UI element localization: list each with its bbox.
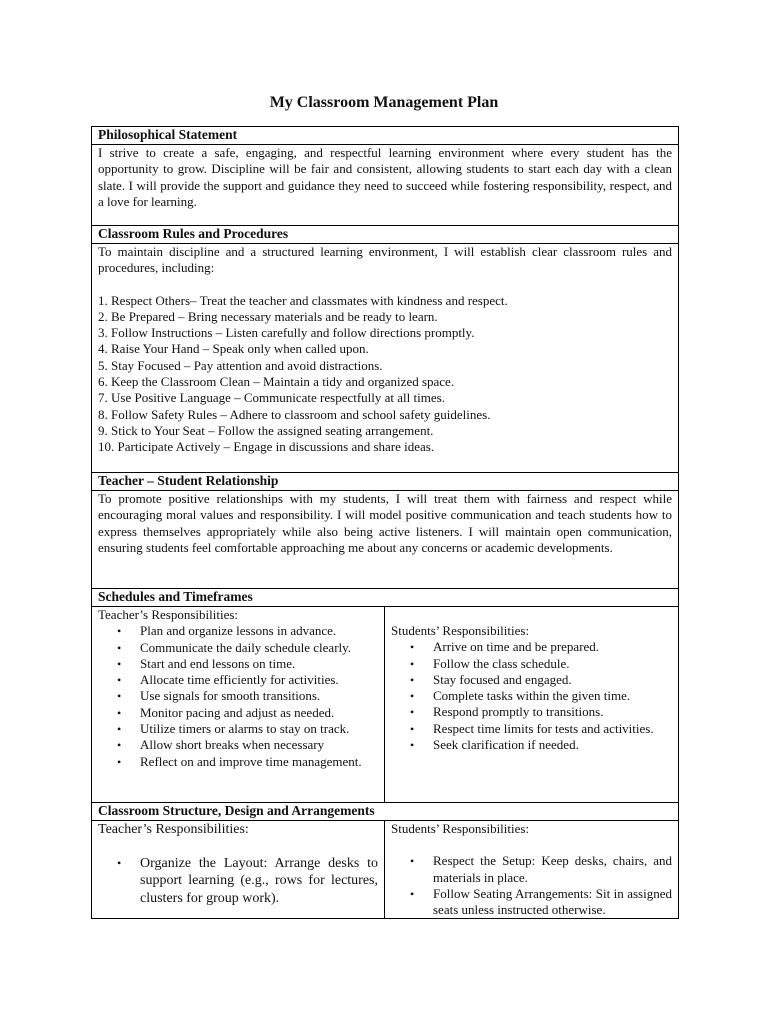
section-heading-philosophy: Philosophical Statement	[92, 127, 679, 145]
rules-intro: To maintain discipline and a structured learning environment, I will establish clear classroom rules and procedures, including:	[98, 244, 673, 276]
section-heading-rules: Classroom Rules and Procedures	[92, 226, 679, 244]
teacher-responsibilities-label: Teacher’s Responsibilities:	[98, 607, 239, 622]
list-item: • Organize the Layout: Arrange desks to support learning (e.g., rows for lectures, clusters for group work).	[117, 855, 378, 906]
bullet-icon: •	[410, 854, 415, 869]
student-responsibilities-label: Students’ Responsibilities:	[391, 821, 530, 836]
bullet-icon: •	[117, 738, 122, 753]
list-item: 5. Stay Focused – Pay attention and avoid distractions.	[98, 357, 383, 373]
list-item: • Utilize timers or alarms to stay on track.	[117, 721, 350, 737]
list-item: • Communicate the daily schedule clearly.	[117, 639, 352, 655]
page-title: My Classroom Management Plan	[269, 94, 499, 111]
list-item: • Respect the Setup: Keep desks, chairs, and materials in place.	[410, 853, 673, 885]
list-item: • Arrive on time and be prepared.	[410, 639, 600, 655]
list-item: 4. Raise Your Hand – Speak only when called upon.	[98, 341, 369, 357]
bullet-icon: •	[117, 656, 122, 671]
list-item: • Monitor pacing and adjust as needed.	[117, 704, 335, 720]
bullet-icon: •	[117, 640, 122, 655]
bullet-icon: •	[410, 689, 415, 704]
structure-student-cell	[385, 821, 679, 919]
schedules-student-cell	[385, 607, 679, 803]
list-item: 2. Be Prepared – Bring necessary materials and be ready to learn.	[98, 308, 438, 324]
list-item: • Complete tasks within the given time.	[410, 688, 631, 704]
schedules-teacher-list	[98, 623, 378, 770]
list-item: • Follow the class schedule.	[410, 655, 570, 671]
bullet-icon: •	[117, 705, 122, 720]
student-responsibilities-label: Students’ Responsibilities:	[391, 623, 530, 638]
bullet-icon: •	[117, 722, 122, 737]
list-item: • Start and end lessons on time.	[117, 655, 296, 671]
bullet-icon: •	[410, 886, 415, 901]
management-plan-table	[91, 126, 679, 919]
list-item: • Stay focused and engaged.	[410, 671, 572, 687]
list-item: • Allocate time efficiently for activities.	[117, 672, 339, 688]
list-item: 8. Follow Safety Rules – Adhere to classroom and school safety guidelines.	[98, 406, 491, 422]
list-item: • Seek clarification if needed.	[410, 737, 579, 753]
list-item: • Reflect on and improve time management.	[117, 753, 362, 769]
bullet-icon: •	[117, 855, 122, 870]
bullet-icon: •	[410, 672, 415, 687]
structure-student-list	[391, 853, 672, 918]
schedules-student-list	[391, 639, 672, 753]
list-item: • Use signals for smooth transitions.	[117, 688, 321, 704]
bullet-icon: •	[410, 721, 415, 736]
relationship-text: To promote positive relationships with my students, I will treat them with fairness and respect while encouraging moral values and responsibility. I will model positive communication and teach students how to express themselves appropriately while also being active listeners. I will maintain open communication, ensuring students feel comfortable approaching me about any concerns or academic developments.	[92, 491, 679, 589]
bullet-icon: •	[410, 738, 415, 753]
list-item: 6. Keep the Classroom Clean – Maintain a tidy and organized space.	[98, 374, 455, 390]
list-item: • Plan and organize lessons in advance.	[117, 623, 337, 639]
section-heading-relationship: Teacher – Student Relationship	[92, 473, 679, 491]
bullet-icon: •	[410, 705, 415, 720]
bullet-icon: •	[117, 754, 122, 769]
list-item: 3. Follow Instructions – Listen carefully and follow directions promptly.	[98, 325, 475, 341]
structure-teacher-cell	[92, 821, 385, 919]
teacher-responsibilities-label: Teacher’s Responsibilities:	[98, 822, 249, 837]
list-item: • Follow Seating Arrangements: Sit in assigned seats unless instructed otherwise.	[410, 885, 673, 918]
schedules-teacher-cell	[92, 607, 385, 803]
list-item: 1. Respect Others– Treat the teacher and classmates with kindness and respect.	[98, 292, 508, 308]
bullet-icon: •	[117, 624, 122, 639]
list-item: 9. Stick to Your Seat – Follow the assigned seating arrangement.	[98, 422, 434, 438]
bullet-icon: •	[410, 656, 415, 671]
bullet-icon: •	[117, 673, 122, 688]
section-heading-schedules: Schedules and Timeframes	[92, 589, 679, 607]
bullet-icon: •	[410, 640, 415, 655]
list-item: • Allow short breaks when necessary	[117, 737, 325, 753]
structure-teacher-list	[98, 855, 378, 908]
rules-list	[98, 293, 672, 456]
list-item: • Respect time limits for tests and activities.	[410, 720, 654, 736]
philosophy-text: I strive to create a safe, engaging, and respectful learning environment where every student has the opportunity to grow. Discipline will be fair and consistent, allowing students to start each day with a clean slate. I will provide the support and guidance they need to succeed while fostering responsibility, respect, and a love for learning.	[92, 145, 679, 226]
bullet-icon: •	[117, 689, 122, 704]
list-item: 10. Participate Actively – Engage in discussions and share ideas.	[98, 439, 435, 455]
rules-cell	[92, 244, 679, 473]
section-heading-structure: Classroom Structure, Design and Arrangements	[92, 803, 679, 821]
list-item: • Respond promptly to transitions.	[410, 704, 604, 720]
list-item: 7. Use Positive Language – Communicate respectfully at all times.	[98, 390, 445, 406]
